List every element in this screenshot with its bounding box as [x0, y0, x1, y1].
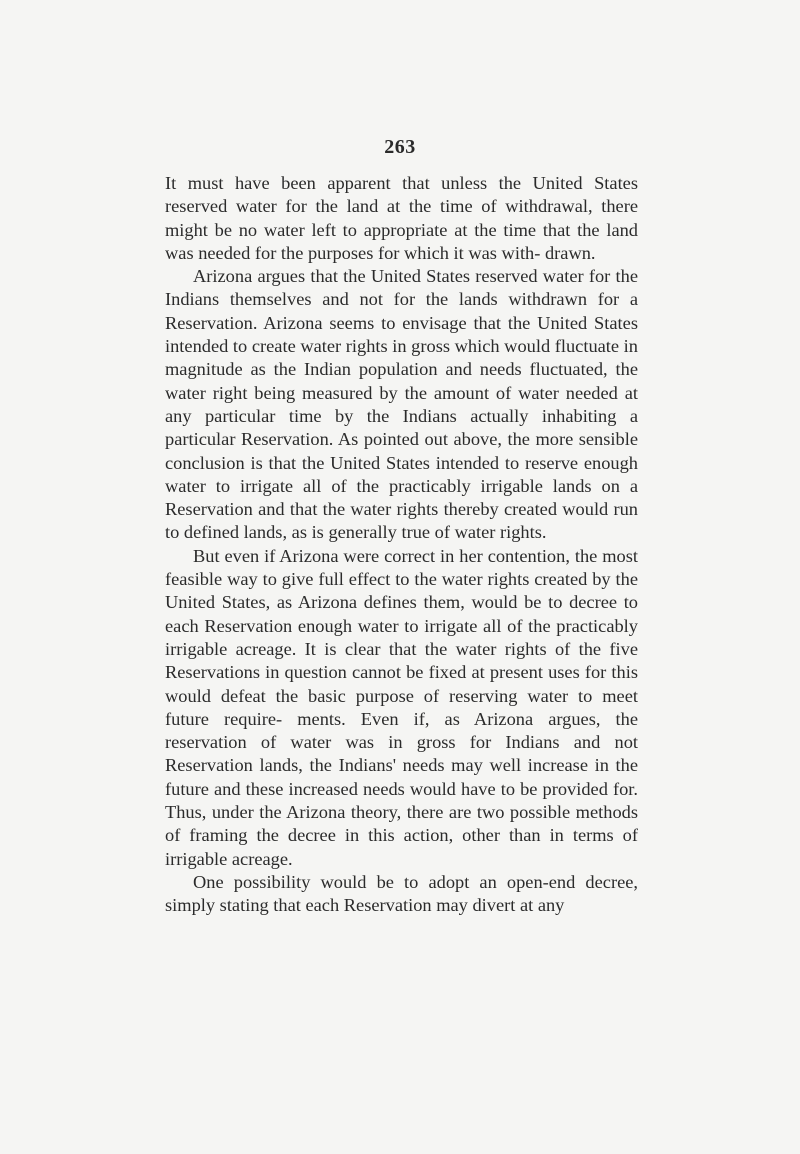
body-text	[165, 172, 638, 918]
paragraph-4: One possibility would be to adopt an open-end decree, simply stating that each Reservation may divert at any	[165, 871, 638, 916]
paragraph-1: It must have been apparent that unless the United States reserved water for the land at the time of withdrawal, there might be no water left to appropriate at the time that the land was needed for the purposes for which it was with- drawn.	[165, 173, 638, 263]
paragraph-3: But even if Arizona were correct in her contention, the most feasible way to give full effect to the water rights created by the United States, as Arizona defines them, would be to decree to each Reservation enough water to irrigate all of the practicably irrigable acreage. It is clear that the water rights of the five Reservations in question cannot be fixed at present uses for this would defeat the basic purpose of reserving water to meet future require- ments. Even if, as Arizona argues, the reservation of water was in gross for Indians and not Reservation lands, the Indians' needs may well increase in the future and these increased needs would have to be provided for. Thus, under the Arizona theory, there are two possible methods of framing the decree in this action, other than in terms of irrigable acreage.	[165, 545, 638, 869]
paragraph-2: Arizona argues that the United States reserved water for the Indians themselves and not for the lands withdrawn for a Reservation. Arizona seems to envisage that the United States intended to create water rights in gross which would fluctuate in magnitude as the Indian population and needs fluctuated, the water right being measured by the amount of water needed at any particular time by the Indians actually inhabiting a particular Reservation. As pointed out above, the more sensible conclusion is that the United States intended to reserve enough water to irrigate all of the practicably irrigable lands on a Reservation and that the water rights thereby created would run to defined lands, as is generally true of water rights.	[165, 266, 638, 543]
page-number: 263	[384, 136, 416, 158]
